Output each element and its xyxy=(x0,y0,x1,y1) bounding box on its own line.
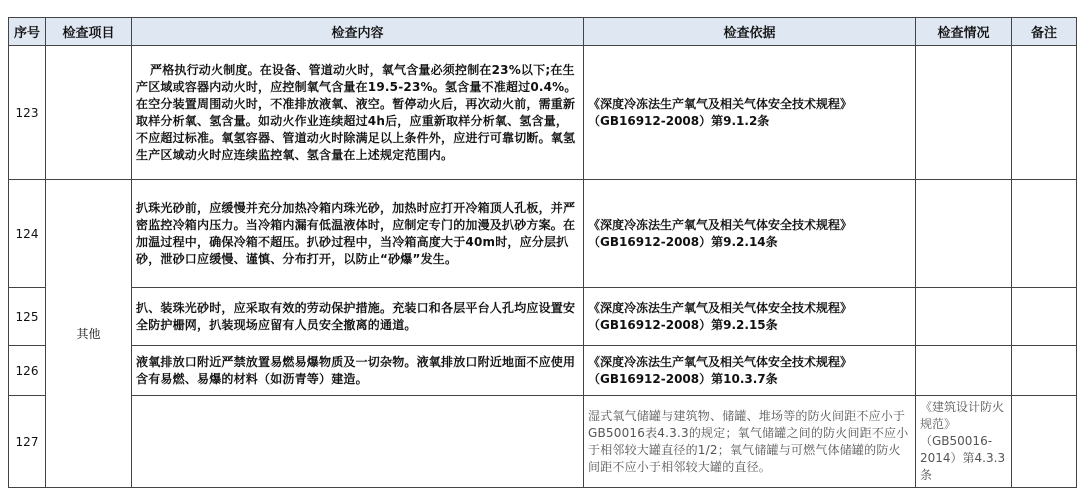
basis-title: 《深度冷冻法生产氧气及相关气体安全技术规程》 xyxy=(588,96,853,111)
row-index: 124 xyxy=(9,180,46,288)
row-index: 127 xyxy=(9,396,46,488)
row-status xyxy=(916,46,1012,180)
row-remarks xyxy=(1012,180,1077,288)
header-index: 序号 xyxy=(9,18,46,46)
basis-clause: （GB16912-2008）第9.2.15条 xyxy=(588,317,778,332)
row-category xyxy=(132,396,584,488)
basis-title: 《深度冷冻法生产氧气及相关气体安全技术规程》 xyxy=(588,354,853,369)
row-basis xyxy=(584,288,916,346)
row-status xyxy=(916,180,1012,288)
row-index: 123 xyxy=(9,46,46,180)
table-row xyxy=(9,396,1077,488)
header-category: 检查项目 xyxy=(46,18,132,46)
header-content: 检查内容 xyxy=(132,18,584,46)
row-content: 严格执行动火制度。在设备、管道动火时，氧气含量必须控制在23%以下;在生产区域或容器内动火时，应控制氧气含量在19.5-23%。氢含量不准超过0.4%。 在空分装置周围动火时，不准排放液氧、液空。暂停动火后，再次动火前，需重新取样分析氧、氢含量。如动火作业连续超过4h后，应重新取样分析氧、氢含量，不应超过标准。氧氢容器、管道动火时除满足以上条件外，应进行可靠切断。氧氢生产区域动火时应连续监控氧、氢含量在上述规定范围内。 xyxy=(132,46,584,180)
basis-title: 《深度冷冻法生产氧气及相关气体安全技术规程》 xyxy=(588,217,853,232)
row-basis xyxy=(584,180,916,288)
table-row xyxy=(9,46,1077,180)
table-row xyxy=(9,346,1077,396)
inspection-table xyxy=(8,17,1077,488)
row-category xyxy=(46,46,132,180)
table-header-row xyxy=(9,18,1077,46)
row-content: 扒、装珠光砂时，应采取有效的劳动保护措施。充装口和各层平台人孔均应设置安全防护栅网，扒装现场应留有人员安全撤离的通道。 xyxy=(132,288,584,346)
row-content: 湿式氧气储罐与建筑物、储罐、堆场等的防火间距不应小于GB50016表4.3.3的规定；氧气储罐之间的防火间距不应小于相邻较大罐直径的1/2；氧气储罐与可燃气体储罐的防火间距不应小于相邻较大罐的直径。 xyxy=(584,396,916,488)
row-content: 扒珠光砂前，应缓慢并充分加热冷箱内珠光砂，加热时应打开冷箱顶人孔板，并严密监控冷箱内压力。当冷箱内漏有低温液体时，应制定专门的加漫及扒砂方案。在加温过程中，确保冷箱不超压。扒砂过程中，当冷箱高度大于40m时，应分层扒砂，泄砂口应缓慢、谨慎、分布打开，以防止“砂爆”发生。 xyxy=(132,180,584,288)
table-row xyxy=(9,180,1077,288)
header-status: 检查情况 xyxy=(916,18,1012,46)
header-remarks: 备注 xyxy=(1012,18,1077,46)
row-status xyxy=(916,288,1012,346)
basis-clause: （GB16912-2008）第10.3.7条 xyxy=(588,371,778,386)
row-basis xyxy=(916,396,1012,488)
row-remarks xyxy=(1012,288,1077,346)
basis-clause: （GB16912-2008）第9.2.14条 xyxy=(588,234,778,249)
row-status xyxy=(916,346,1012,396)
row-index: 126 xyxy=(9,346,46,396)
table-row xyxy=(9,288,1077,346)
header-basis: 检查依据 xyxy=(584,18,916,46)
row-index: 125 xyxy=(9,288,46,346)
row-basis xyxy=(584,346,916,396)
basis-title: 《深度冷冻法生产氧气及相关气体安全技术规程》 xyxy=(588,300,853,315)
row-status xyxy=(1012,396,1077,488)
basis-clause: （GB16912-2008）第9.1.2条 xyxy=(588,113,770,128)
basis-title: 《建筑设计防火规范》（GB50016-2014）第4.3.3条 xyxy=(920,400,1006,482)
row-basis xyxy=(584,46,916,180)
category-cell: 其他 xyxy=(46,180,132,488)
row-remarks xyxy=(1012,46,1077,180)
row-remarks xyxy=(1012,346,1077,396)
row-content: 液氧排放口附近严禁放置易燃易爆物质及一切杂物。液氧排放口附近地面不应使用含有易燃、易爆的材料（如沥青等）建造。 xyxy=(132,346,584,396)
